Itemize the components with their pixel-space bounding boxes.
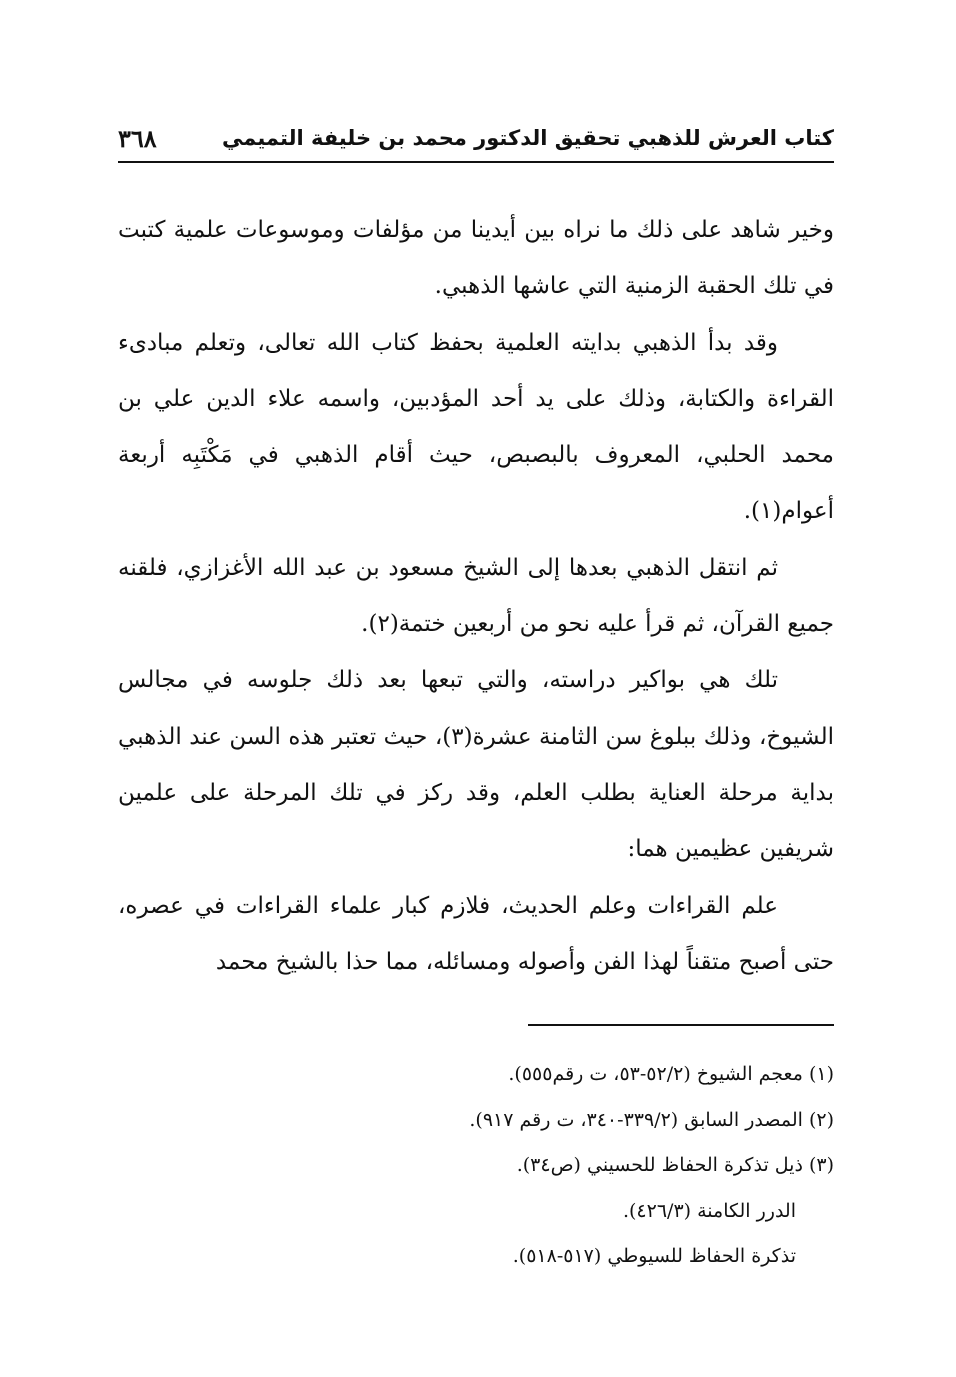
page-number: ٣٦٨	[118, 123, 157, 153]
footnotes	[250, 1052, 834, 1280]
paragraph: وخير شاهد على ذلك ما نراه بين أيدينا من مؤلفات وموسوعات علمية كتبت في تلك الحقبة الزمنية التي عاشها الذهبي.	[118, 217, 834, 300]
page-header	[118, 118, 834, 158]
paragraph: ثم انتقل الذهبي بعدها إلى الشيخ مسعود بن عبد الله الأغزازي، فلقنه جميع القرآن، ثم قرأ عليه نحو من أربعين ختمة(٢).	[118, 554, 834, 638]
paragraph: علم القراءات وعلم الحديث، فلازم كبار علماء القراءات في عصره، حتى أصبح متقناً لهذا الفن وأصوله ومسائله، مما حذا بالشيخ محمد	[118, 892, 834, 975]
footnote: (٣) ذيل تذكرة الحفاظ للحسيني (ص٣٤).	[516, 1154, 834, 1176]
running-title: كتاب العرش للذهبي تحقيق الدكتور محمد بن خليفة التميمي	[222, 126, 834, 150]
paragraph: تلك هي بواكير دراسته، والتي تبعها بعد ذلك جلوسه في مجالس الشيوخ، وذلك ببلوغ سن الثامنة عشرة(٣)، حيث تعتبر هذه السن عند الذهبي بداية مرحلة العناية بطلب العلم، وقد ركز في تلك المرحلة على علمين شريفين عظيمين هما:	[118, 667, 834, 863]
footnote-rule	[528, 1024, 834, 1026]
main-text	[118, 202, 834, 990]
footnote: الدرر الكامنة (٤٢٦/٣).	[622, 1199, 796, 1222]
footnote: (١) معجم الشيوخ (٥٢/٢-٥٣، ت رقم٥٥٥).	[508, 1063, 834, 1085]
footnote: تذكرة الحفاظ للسيوطي (٥١٧-٥١٨).	[512, 1245, 796, 1267]
header-rule	[118, 161, 834, 163]
paragraph: وقد بدأ الذهبي بدايته العلمية بحفظ كتاب الله تعالى، وتعلم مبادىء القراءة والكتابة، وذلك على يد أحد المؤدبين، واسمه علاء الدين علي بن محمد الحلبي، المعروف بالبصبص، حيث أقام الذهبي في مَكْتَبِه أربعة أعوام(١).	[118, 329, 834, 525]
footnote: (٢) المصدر السابق (٣٣٩/٢-٣٤٠، ت رقم ٩١٧).	[469, 1108, 834, 1131]
